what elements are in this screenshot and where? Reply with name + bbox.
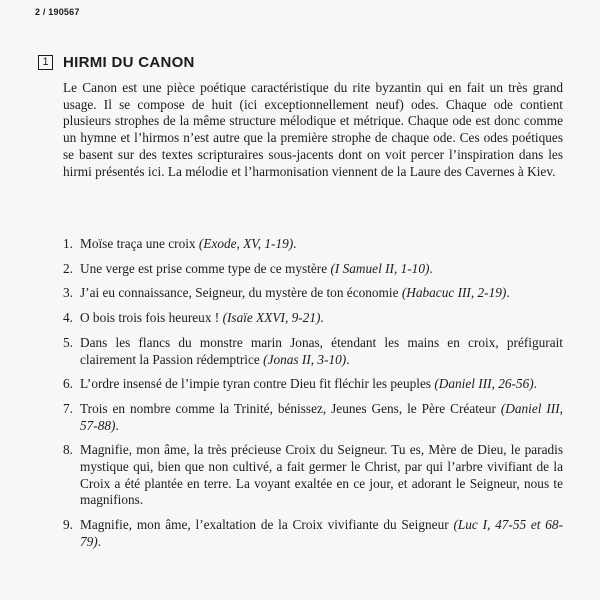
item-number: 1. xyxy=(63,236,73,251)
item-body xyxy=(80,310,563,327)
item-number: 7. xyxy=(63,400,73,416)
list-item xyxy=(63,517,563,550)
item-text: Moïse traça une croix xyxy=(80,236,199,251)
scripture-reference: (Habacuc III, 2-19) xyxy=(401,285,507,301)
item-tail: . xyxy=(293,236,297,251)
item-tail: . xyxy=(533,376,537,392)
scripture-reference: (Daniel III, 26-56) xyxy=(434,376,534,392)
item-number: 3. xyxy=(63,285,73,301)
item-number: 6. xyxy=(63,376,73,392)
list-item xyxy=(63,442,563,509)
list-item xyxy=(63,285,563,302)
item-body xyxy=(80,442,563,509)
item-body xyxy=(80,335,563,368)
section-title: HIRMI DU CANON xyxy=(63,54,195,71)
track-number-box: 1 xyxy=(38,55,53,70)
hirmi-list xyxy=(63,236,563,559)
item-tail: . xyxy=(97,533,102,549)
list-item xyxy=(63,236,563,253)
item-body xyxy=(80,236,563,253)
item-body xyxy=(80,376,563,393)
item-number: 2. xyxy=(63,260,73,276)
scripture-reference: (Luc I, 47-55 et 68-79) xyxy=(80,517,564,549)
item-tail: . xyxy=(320,310,324,326)
scripture-reference: (Isaïe XXVI, 9-21) xyxy=(222,310,321,326)
item-tail: . xyxy=(506,285,510,301)
item-body xyxy=(80,261,563,278)
item-tail: . xyxy=(115,417,119,433)
item-text: Une verge est prise comme type de ce mystère xyxy=(80,260,331,276)
item-tail: . xyxy=(346,351,350,367)
item-text: Dans les flancs du monstre marin Jonas, étendant les mains en croix, préfigurait clairement la Passion rédemptrice xyxy=(80,334,563,367)
item-body xyxy=(80,401,563,434)
list-item xyxy=(63,376,563,393)
item-text: Magnifie, mon âme, l’exaltation de la Croix vivifiante du Seigneur xyxy=(80,517,454,533)
item-text: L’ordre insensé de l’impie tyran contre Dieu fit fléchir les peuples xyxy=(80,376,435,392)
scripture-reference: (I Samuel II, 1-10) xyxy=(330,260,430,276)
section-header xyxy=(38,54,195,71)
page-reference: 2 / 190567 xyxy=(35,7,80,17)
item-number: 9. xyxy=(63,517,73,533)
scripture-reference: (Daniel III, 57-88) xyxy=(80,400,563,433)
item-body xyxy=(80,285,563,302)
item-number: 8. xyxy=(63,442,73,458)
list-item xyxy=(63,261,563,278)
scripture-reference: (Exode, XV, 1-19) xyxy=(198,236,294,251)
list-item xyxy=(63,335,563,368)
item-number: 4. xyxy=(63,310,73,326)
scripture-reference: (Jonas II, 3-10) xyxy=(263,351,347,367)
item-text: Trois en nombre comme la Trinité, bénissez, Jeunes Gens, le Père Créateur xyxy=(80,400,501,416)
item-tail: . xyxy=(429,260,433,276)
list-item xyxy=(63,310,563,327)
item-text: J’ai eu connaissance, Seigneur, du mystère de ton économie xyxy=(80,285,402,301)
intro-paragraph: Le Canon est une pièce poétique caractéristique du rite byzantin qui en fait un très grand usage. Il se compose de huit (ici exceptionnellement neuf) odes. Chaque ode contient plusieurs strophes de la même structure mélodique et métrique. Chaque ode est donc comme un hymne et l’hirmos n’est autre que la première strophe de chaque ode. Ces odes poétiques se basent sur des textes scripturaires sous-jacents dont on voit percer l’inspiration dans les hirmi présentés ici. La mélodie et l’harmonisation viennent de la Laure des Cavernes à Kiev. xyxy=(63,80,563,179)
item-text: O bois trois fois heureux ! xyxy=(80,310,223,326)
list-item xyxy=(63,401,563,434)
item-body xyxy=(80,517,563,550)
item-number: 5. xyxy=(63,334,73,350)
item-text: Magnifie, mon âme, la très précieuse Croix du Seigneur. Tu es, Mère de Dieu, le paradis mystique qui, bien que non cultivé, a fait germer le Christ, par qui l’arbre vivifiant de la Croix a été plantée en terre. La voyant exaltée en ce jour, et adorant le Seigneur, nous te magnifions. xyxy=(80,442,563,508)
